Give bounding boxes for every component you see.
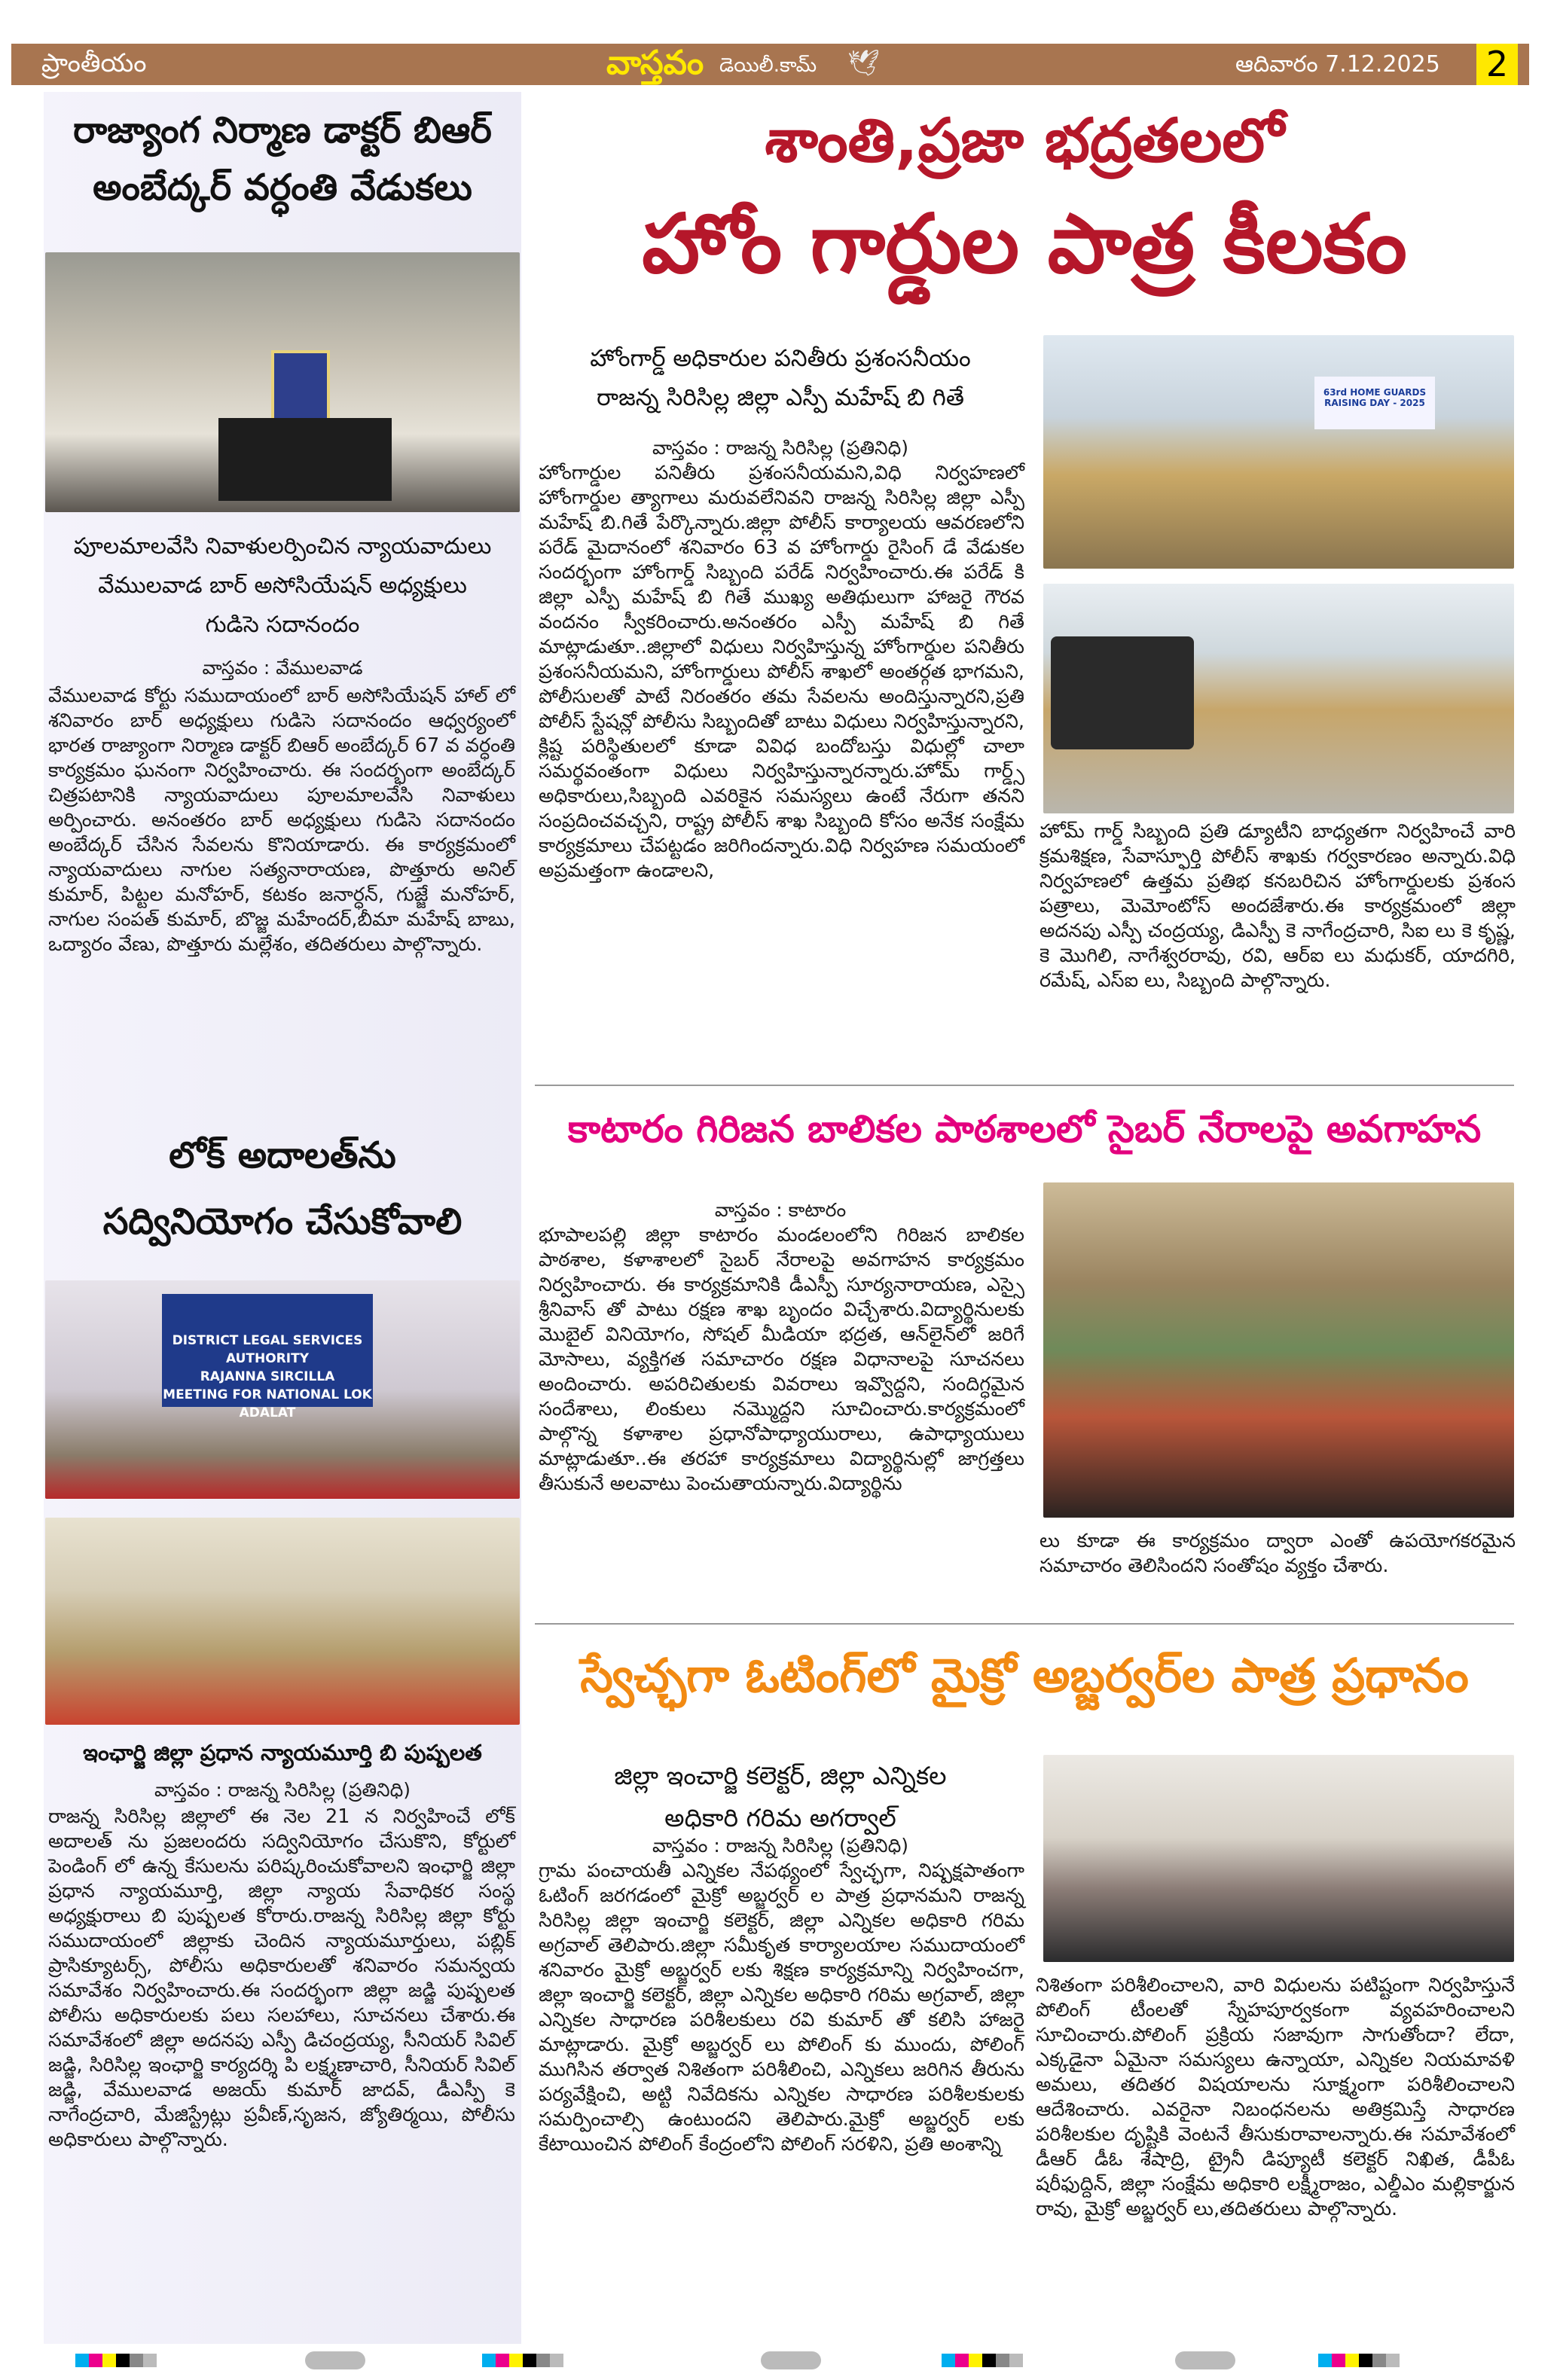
- home-guards-subtitle: [536, 339, 1024, 417]
- ambedkar-tribute-photo: [45, 252, 520, 512]
- cyber-body-2: లు కూడా ఈ కార్యక్రమం ద్వారా ఎంతో ఉపయోగకరమైన సమాచారం తెలిసిందని సంతోషం వ్యక్తం చేశారు.: [1040, 1530, 1516, 1577]
- subtitle-line: అధికారి గరిమ అగర్వాల్: [664, 1803, 896, 1832]
- subtitle-line: గుడిసె సదానందం: [205, 612, 360, 638]
- banner-line: MEETING FOR NATIONAL LOK ADALAT: [163, 1387, 372, 1420]
- banner-line: RAJANNA SIRCILLA: [200, 1369, 335, 1384]
- cyber-body-1: భూపాలపల్లి జిల్లా కాటారం మండలంలోని గిరిజన బాలికల పాఠశాల, కళాశాలలో సైబర్ నేరాలపై అవగాహన కార్యక్రమం నిర్వహించారు. ఈ కార్యక్రమానికి డీఎస్పీ సూర్యనారాయణ, ఎస్సై శ్రీనివాస్ తో పాటు రక్షణ శాఖ బృందం విచ్చేశారు.విద్యార్థినులకు మొబైల్ వినియోగం, సోషల్ మీడియా భద్రత, ఆన్‌లైన్‌లో జరిగే మోసాలు, వ్యక్తిగత సమాచారం రక్షణ విధానాలపై సూచనలు అందించారు. అపరిచితులకు వివరాలు ఇవ్వొద్దని, సందిగ్ధమైన సందేశాలు, లింకులు నమ్మొద్దని సూచించారు.కార్యక్రమంలో పాల్గొన్న కళాశాల ప్రధానోపాధ్యాయురాలు, ఉపాధ్యాయులు మాట్లాడుతూ..ఈ తరహా కార్యక్రమాలు విద్యార్థినుల్లో జాగ్రత్తలు తీసుకునే అలవాటు పెంచుతాయన్నారు.విద్యార్థిను: [539, 1224, 1024, 1495]
- banner-line: DISTRICT LEGAL SERVICES AUTHORITY: [172, 1333, 363, 1366]
- color-registration-strip: [942, 2354, 1023, 2370]
- raising-day-banner: 63rd HOME GUARDS RAISING DAY - 2025: [1314, 377, 1435, 429]
- title-line: సద్వినియోగం చేసుకోవాలి: [102, 1201, 463, 1243]
- election-meeting-photo: [1043, 1755, 1514, 1962]
- cyber-headline: కాటారం గిరిజన బాలికల పాఠశాలలో సైబర్ నేరాలపై అవగాహన: [567, 1107, 1482, 1151]
- masthead-bar: [11, 44, 1529, 85]
- lok-adalat-subtitle: ఇంఛార్జి జిల్లా ప్రధాన న్యాయమూర్తి బి పుష్పలత: [83, 1740, 482, 1765]
- title-line: అంబేద్కర్ వర్ధంతి వేడుకలు: [93, 166, 472, 209]
- lok-adalat-meeting-photo: [45, 1280, 520, 1499]
- election-headline: స్వేచ్ఛగా ఓటింగ్‌లో మైక్రో అబ్జర్వర్‌ల పాత్ర ప్రధానం: [580, 1648, 1469, 1703]
- home-guards-body-1: హోంగార్డుల పనితీరు ప్రశంసనీయమని,విధి నిర్వహణలో హోంగార్డుల త్యాగాలు మరువలేనివని రాజన్న సిరిసిల్ల జిల్లా ఎస్పీ మహేష్ బి.గితే పేర్కొన్నారు.జిల్లా పోలీస్ కార్యాలయ ఆవరణలోని పరేడ్ మైదానంలో శనివారం 63 వ హోంగార్డు రైసింగ్ డే వేడుకల సందర్భంగా హోంగార్డ్ సిబ్బంది పరేడ్ నిర్వహించారు.ఈ పరేడ్ కి జిల్లా ఎస్పీ మహేష్ బి గితే ముఖ్య అతిథులుగా హాజరై గౌరవ వందనం స్వీకరించారు.అనంతరం ఎస్పీ మహేష్ బి గితే మాట్లాడుతూ..జిల్లాలో విధులు నిర్వహిస్తున్న హోంగార్డుల పనితీరు ప్రశంసనీయమని, హోంగార్డులు పోలీస్ శాఖలో అంతర్గత భాగమని, పోలీసులతో పాటే నిరంతరం తమ సేవలను అందిస్తున్నారని,ప్రతి పోలీస్ స్టేషన్లో పోలీసు సిబ్బందితో బాటు విధులు నిర్వహిస్తున్నారని, క్లిష్ట పరిస్థితులలో కూడా వివిధ బందోబస్తు విధుల్లో చాలా సమర్థవంతంగా విధులు నిర్వహిస్తున్నారన్నారు.హోమ్ గార్డ్స్ అధికారులు,సిబ్బంది ఎవరికైన సమస్యలు ఉంటే నేరుగా తనని సంప్రదించవచ్చని, రాష్ట్ర పోలీస్ శాఖ సిబ్బంది కోసం అనేక సంక్షేమ కార్యక్రమాలు చేపట్టడం జరిగిందన్నారు.విధి నిర్వహణ సమయంలో అప్రమత్తంగా ఉండాలని,: [539, 462, 1024, 882]
- ambedkar-subtitle: [45, 527, 520, 645]
- subtitle-line: హోంగార్డ్ అధికారుల పనితీరు ప్రశంసనీయం: [590, 345, 971, 372]
- subtitle-line: వేములవాడ బార్ అసోసియేషన్ అధ్యక్షులు: [98, 572, 467, 599]
- home-guards-headline: హోం గార్డుల పాత్ర కీలకం: [642, 197, 1407, 291]
- registration-mark: [761, 2351, 821, 2369]
- subtitle-line: రాజన్న సిరిసిల్ల జిల్లా ఎస్పీ మహేష్ బి గితే: [597, 384, 964, 411]
- color-registration-strip: [482, 2354, 563, 2370]
- election-subtitle: [536, 1755, 1024, 1839]
- lok-adalat-audience-photo: [45, 1518, 520, 1725]
- home-guards-award-photo: [1043, 335, 1514, 569]
- home-guards-dateline: వాస్తవం : రాజన్న సిరిసిల్ల (ప్రతినిధి): [652, 437, 908, 459]
- legal-services-banner: [162, 1294, 373, 1420]
- subtitle-line: జిల్లా ఇంచార్జి కలెక్టర్, జిల్లా ఎన్నికల: [614, 1761, 947, 1790]
- color-registration-strip: [1318, 2354, 1400, 2370]
- bird-logo-icon: 🕊: [847, 48, 881, 78]
- newspaper-logo: వాస్తవం: [606, 44, 704, 82]
- page-number: 2: [1476, 44, 1518, 85]
- home-guards-parade-photo: [1043, 584, 1514, 813]
- cyber-dateline: వాస్తవం : కాటారం: [714, 1199, 847, 1221]
- section-name: ప్రాంతీయం: [41, 48, 147, 78]
- title-line: లోక్ అదాలత్‌ను: [169, 1134, 396, 1176]
- cyber-awareness-photo: [1043, 1182, 1514, 1518]
- subtitle-line: పూలమాలవేసి నివాళులర్పించిన న్యాయవాదులు: [73, 533, 492, 560]
- title-line: రాజ్యాంగ నిర్మాణ డాక్టర్ బిఆర్: [73, 109, 492, 151]
- jeep: [1051, 636, 1194, 749]
- divider: [535, 1623, 1514, 1625]
- portrait-frame: [271, 350, 330, 424]
- lok-adalat-title: [45, 1122, 520, 1255]
- registration-mark: [305, 2351, 365, 2369]
- lok-adalat-dateline: వాస్తవం : రాజన్న సిరిసిల్ల (ప్రతినిధి): [154, 1779, 411, 1801]
- color-registration-strip: [75, 2354, 157, 2370]
- lok-adalat-body: రాజన్న సిరిసిల్ల జిల్లాలో ఈ నెల 21 న నిర్వహించే లోక్ అదాలత్ ను ప్రజలందరు సద్వినియోగం చేసుకొని, కోర్టులో పెండింగ్ లో ఉన్న కేసులను పరిష్కరించుకోవాలని ఇంఛార్జి జిల్లా ప్రధాన న్యాయమూర్తి, జిల్లా న్యాయ సేవాధికర సంస్థ అధ్యక్షురాలు బి పుష్పలత కోరారు.రాజన్న సిరిసిల్ల జిల్లా కోర్టు సముదాయంలో జిల్లాకు చెందిన న్యాయమూర్తులు, పబ్లిక్ ప్రాసిక్యూటర్స్, పోలీసు అధికారులతో శనివారం సమన్వయ సమావేశం నిర్వహించారు.ఈ సందర్భంగా జిల్లా జడ్జి పుష్పలత పోలీసు అధికారులకు పలు సలహాలు, సూచనలు చేశారు.ఈ సమావేశంలో జిల్లా అదనపు ఎస్పీ డిచంద్రయ్య, సీనియర్ సివిల్ జడ్జి, సిరిసిల్ల ఇంఛార్జి కార్యదర్శి పి లక్ష్మణాచారి, సీనియర్ సివిల్ జడ్జి, వేములవాడ అజయ్ కుమార్ జాదవ్, డీఎస్పీ కె నాగేంద్రచారి, మేజిస్ట్రేట్లు ప్రవీణ్,సృజన, జ్యోతిర్మయి, పోలీసు అధికారులు పాల్గొన్నారు.: [48, 1805, 515, 2151]
- home-guards-kicker: శాంతి,ప్రజా భద్రతలలో: [765, 105, 1284, 175]
- election-dateline: వాస్తవం : రాజన్న సిరిసిల్ల (ప్రతినిధి): [652, 1835, 908, 1857]
- divider: [535, 1085, 1514, 1086]
- ambedkar-title: [45, 102, 520, 216]
- home-guards-body-2: హోమ్ గార్డ్ సిబ్బంది ప్రతి డ్యూటీని బాధ్యతగా నిర్వహించే వారి క్రమశిక్షణ, సేవాస్ఫూర్తి పోలీస్ శాఖకు గర్వకారణం అన్నారు.విధి నిర్వహణలో ఉత్తమ ప్రతిభ కనబరిచిన హోంగార్డులకు ప్రశంస పత్రాలు, మెమోంటోస్ అందజేశారు.ఈ కార్యక్రమంలో జిల్లా అదనపు ఎస్పీ చంద్రయ్య, డిఎస్పీ కె నాగేంద్రచారి, సిఐ లు కె కృష్ణ, కె మొగిలి, నాగేశ్వరరావు, రవి, ఆర్ఐ లు మధుకర్, యాదగిరి, రమేష్, ఎస్ఐ లు, సిబ్బంది పాల్గొన్నారు.: [1040, 820, 1516, 992]
- ambedkar-body: వేములవాడ కోర్టు సముదాయంలో బార్ అసోసియేషన్ హాల్ లో శనివారం బార్ అధ్యక్షులు గుడిసె సదానందం ఆధ్వర్యంలో భారత రాజ్యాంగా నిర్మాణ డాక్టర్ బిఆర్ అంబేద్కర్ 67 వ వర్ధంతి కార్యక్రమం ఘనంగా నిర్వహించారు. ఈ సందర్భంగా అంబేద్కర్ చిత్రపటానికి న్యాయవాదులు పూలమాలవేసి నివాళులు అర్పించారు. అనంతరం బార్ అధ్యక్షులు గుడిసె సదానందం అంబేద్కర్ చేసిన సేవలను కొనియాడారు. ఈ కార్యక్రమంలో న్యాయవాదులు నాగుల సత్యనారాయణ, పొత్తూరు అనిల్ కుమార్, పిట్టల మనోహర్, కటకం జనార్ధన్, గుజ్జే మనోహర్, నాగుల సంపత్ కుమార్, బొజ్జ మహేందర్,బీమా మహేష్ బాబు, ఒద్యారం వేణు, పొత్తూరు మల్లేశం, తదితరులు పాల్గొన్నారు.: [48, 685, 515, 956]
- election-body-1: గ్రామ పంచాయతీ ఎన్నికల నేపథ్యంలో స్వేచ్ఛగా, నిష్పక్షపాతంగా ఓటింగ్ జరగడంలో మైక్రో అబ్జర్వర్ ల పాత్ర ప్రధానమని రాజన్న సిరిసిల్ల జిల్లా ఇంచార్జి కలెక్టర్, జిల్లా ఎన్నికల అధికారి గరిమ అగ్రవాల్ తెలిపారు.జిల్లా సమీకృత కార్యాలయాల సముదాయంలో శనివారం మైక్రో అబ్జర్వర్ లకు శిక్షణ కార్యక్రమాన్ని నిర్వహించగా, జిల్లా ఇంచార్జి కలెక్టర్, జిల్లా ఎన్నికల అధికారి గరిమ అగ్రవాల్, జిల్లా ఎన్నికల సాధారణ పరిశీలకులు రవి కుమార్ తో కలిసి హాజరై మాట్లాడారు. మైక్రో అబ్జర్వర్ లు పోలింగ్ కు ముందు, పోలింగ్ ముగిసిన తర్వాత నిశితంగా పరిశీలించి, ఎన్నికలు జరిగిన తీరును పర్యవేక్షించి, అట్టి నివేదికను ఎన్నికల సాధారణ పరిశీలకులకు సమర్పించాల్సి ఉంటుందని తెలిపారు.మైక్రో అబ్జర్వర్ లకు కేటాయించిన పోలింగ్ కేంద్రంలోని పోలింగ్ సరళిని, ప్రతి అంశాన్ని: [539, 1860, 1024, 2156]
- newspaper-logo-suffix: డెయిలీ.కామ్: [719, 54, 817, 77]
- ambedkar-dateline: వాస్తవం : వేములవాడ: [202, 657, 363, 679]
- election-body-2: నిశితంగా పరిశీలించాలని, వారి విధులను పటిష్టంగా నిర్వహిస్తునే పోలింగ్ టీంలతో స్నేహపూర్వకంగా వ్యవహరించాలని సూచించారు.పోలింగ్ ప్రక్రియ సజావుగా సాగుతోందా? లేదా, ఎక్కడైనా ఏమైనా సమస్యలు ఉన్నాయా, ఎన్నికల నియమావళి అమలు, తదితర విషయాలను సూక్ష్మంగా పరిశీలించాలని ఆదేశించారు. ఎవరైనా నిబంధనలను అతిక్రమిస్తే సాధారణ పరిశీలకుల దృష్టికి వెంటనే తీసుకురావాలన్నారు.ఈ సమావేశంలో డీఆర్ డీఓ శేషాద్రి, ట్రైనీ డిప్యూటీ కలెక్టర్ నిఖిత, డీపీఓ షరీఫుద్దిన్, జిల్లా సంక్షేమ అధికారి లక్ష్మీరాజం, ఎల్డీఎం మల్లికార్జున రావు, మైక్రో అబ్జర్వర్ లు,తదితరులు పాల్గొన్నారు.: [1036, 1974, 1515, 2220]
- issue-date: ఆదివారం 7.12.2025: [1235, 51, 1440, 78]
- registration-mark: [1175, 2351, 1235, 2369]
- table: [218, 418, 392, 501]
